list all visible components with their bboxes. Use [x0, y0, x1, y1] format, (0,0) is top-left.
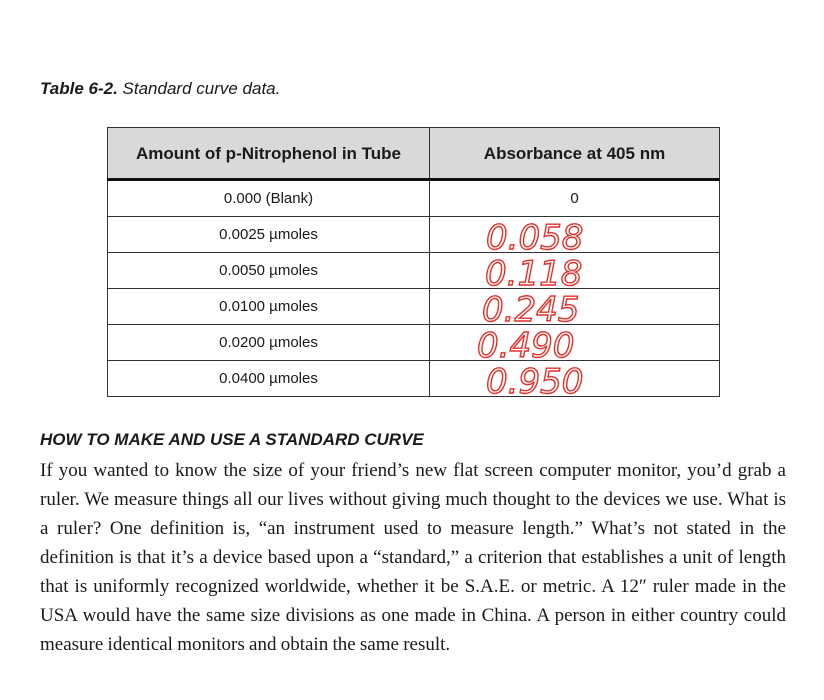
table-row [108, 180, 720, 217]
handwritten-value: 0.058 [486, 218, 584, 258]
table-caption-label: Table 6-2. [40, 79, 118, 98]
header-absorbance: Absorbance at 405 nm [430, 128, 720, 180]
handwritten-value: 0.490 [477, 326, 575, 366]
table-row [108, 325, 720, 361]
amount-cell: 0.000 (Blank) [108, 180, 430, 217]
amount-cell: 0.0200 µmoles [108, 325, 430, 361]
section-heading: HOW TO MAKE AND USE A STANDARD CURVE [40, 430, 424, 449]
absorbance-cell-handwritten [430, 361, 720, 402]
body-paragraph: If you wanted to know the size of your friend’s new flat screen computer monitor, you’d grab a ruler. We measure things all our lives without giving much thought to the devices we use. What is a ruler? One definition is, “an instrument used to measure length.” What’s not stated in the definition is that it’s a device based upon a “standard,” a criterion that establishes a unit of length that is uniformly recognized worldwide, whether it be S.A.E. or metric. A 12″ ruler made in the USA would have the same size divisions as one made in China. A person in either country could measure identical monitors and obtain the same result. [40, 460, 786, 655]
amount-cell: 0.0400 µmoles [108, 361, 430, 397]
handwritten-absorbance [430, 253, 719, 294]
header-amount: Amount of p-Nitrophenol in Tube [108, 128, 430, 180]
table-row [108, 289, 720, 325]
handwritten-value: 0.118 [485, 254, 583, 294]
amount-cell: 0.0025 µmoles [108, 217, 430, 253]
standard-curve-table [107, 127, 720, 402]
handwritten-value: 0.950 [486, 362, 584, 402]
handwritten-absorbance [430, 361, 719, 402]
table-row [108, 217, 720, 253]
handwritten-absorbance [430, 217, 719, 258]
handwritten-value: 0.245 [482, 290, 580, 330]
table-caption [40, 79, 280, 99]
table-row [108, 253, 720, 289]
absorbance-cell-handwritten [430, 253, 720, 294]
amount-cell: 0.0050 µmoles [108, 253, 430, 289]
handwritten-absorbance [430, 289, 719, 330]
absorbance-cell: 0 [430, 180, 720, 217]
table-caption-text: Standard curve data. [122, 79, 281, 98]
absorbance-cell-handwritten [430, 325, 720, 366]
handwritten-absorbance [430, 325, 719, 366]
absorbance-cell-handwritten [430, 217, 720, 258]
table-row [108, 361, 720, 397]
amount-cell: 0.0100 µmoles [108, 289, 430, 325]
table-header-row [108, 128, 720, 180]
absorbance-cell-handwritten [430, 289, 720, 330]
